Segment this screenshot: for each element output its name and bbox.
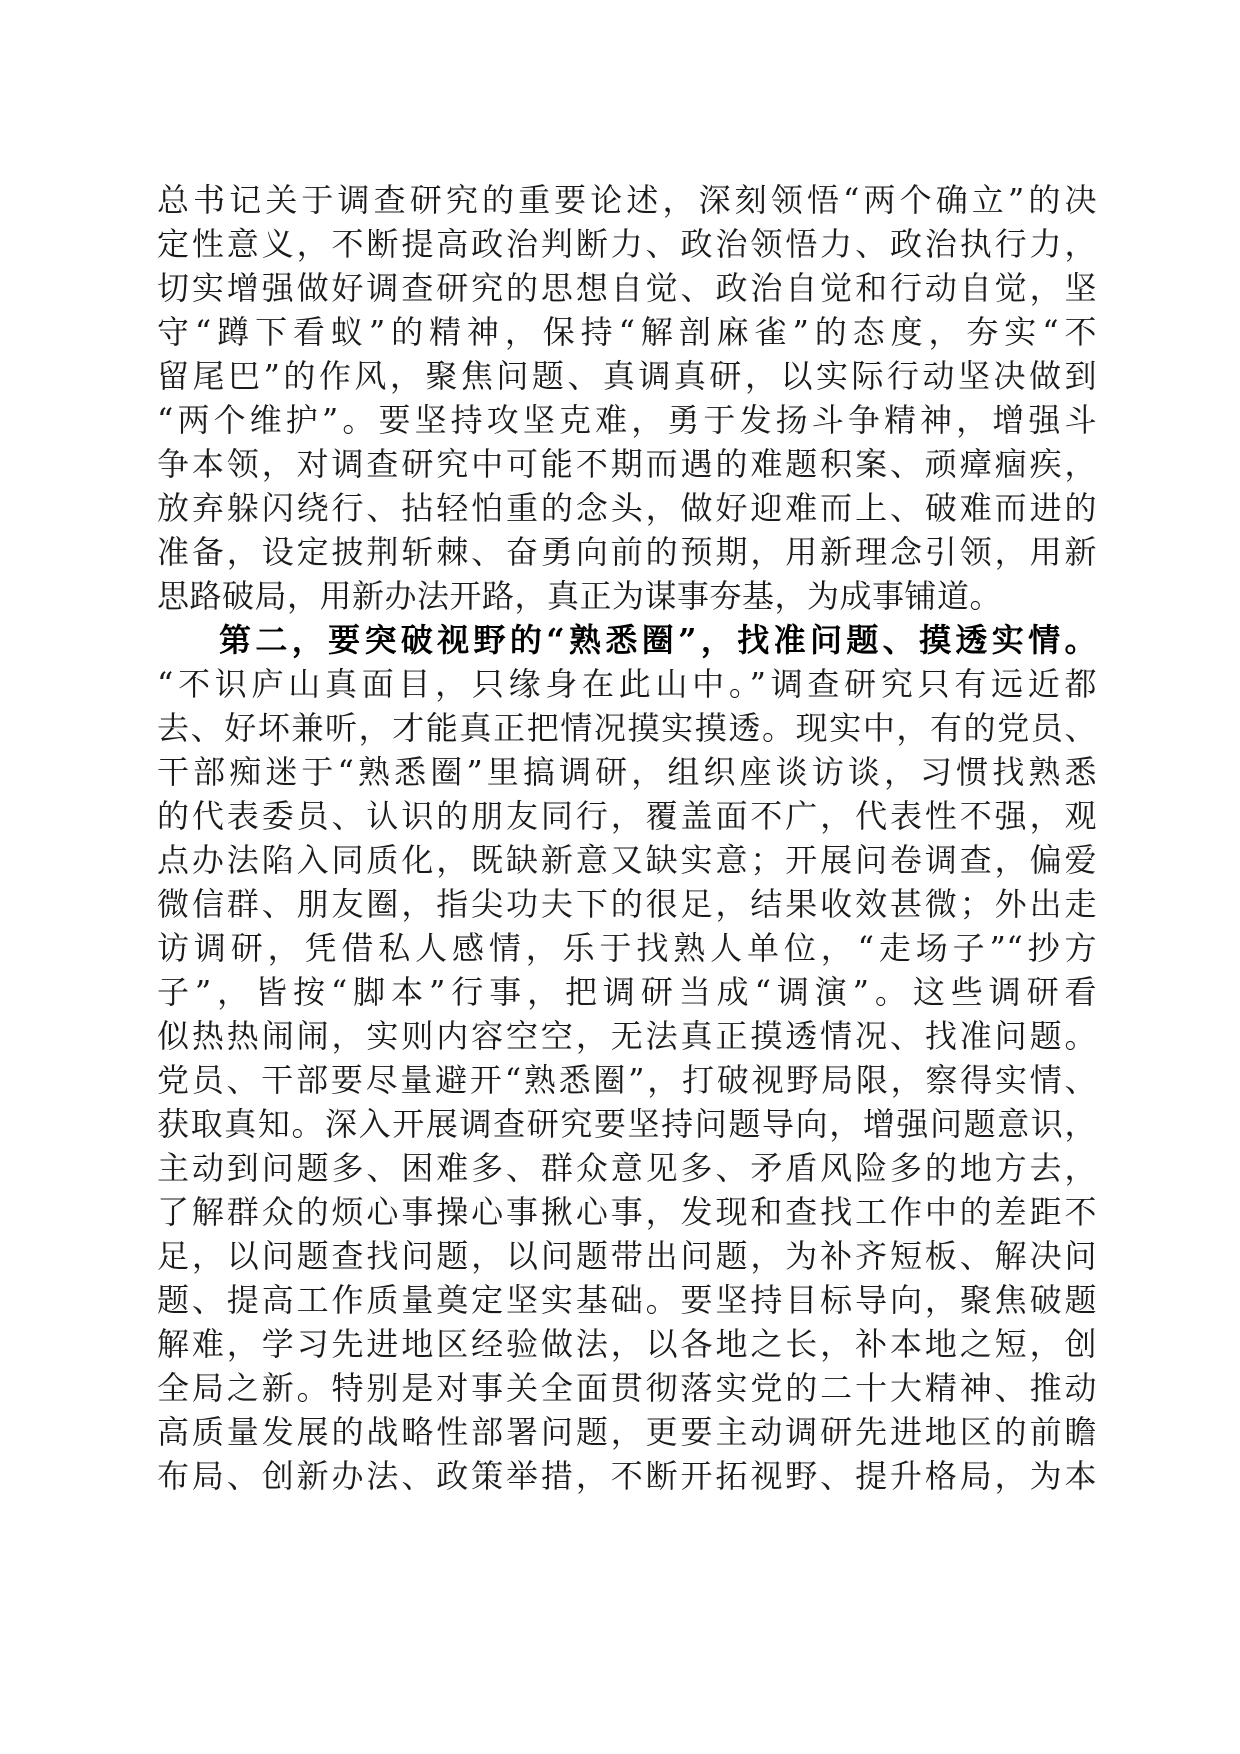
paragraph-line: “两个维护”。要坚持攻坚克难，勇于发扬斗争精神，增强斗 bbox=[157, 401, 1097, 439]
paragraph-line: 切实增强做好调查研究的思想自觉、政治自觉和行动自觉，坚 bbox=[157, 269, 1097, 307]
paragraph-line: 的代表委员、认识的朋友同行，覆盖面不广，代表性不强，观 bbox=[157, 797, 1097, 835]
paragraph-line: 似热热闹闹，实则内容空空，无法真正摸透情况、找准问题。 bbox=[157, 1017, 1097, 1055]
paragraph-line: 留尾巴”的作风，聚焦问题、真调真研，以实际行动坚决做到 bbox=[157, 357, 1097, 395]
paragraph-line: 总书记关于调查研究的重要论述，深刻领悟“两个确立”的决 bbox=[157, 181, 1097, 219]
paragraph-line: 守“蹲下看蚁”的精神，保持“解剖麻雀”的态度，夯实“不 bbox=[157, 313, 1097, 351]
paragraph-line: 点办法陷入同质化，既缺新意又缺实意；开展问卷调查，偏爱 bbox=[157, 841, 1097, 879]
paragraph-line: 准备，设定披荆斩棘、奋勇向前的预期，用新理念引领，用新 bbox=[157, 533, 1097, 571]
paragraph-line: 争本领，对调查研究中可能不期而遇的难题积案、顽瘴痼疾， bbox=[157, 445, 1097, 483]
paragraph-line: 获取真知。深入开展调查研究要坚持问题导向，增强问题意识， bbox=[157, 1105, 1097, 1143]
paragraph-line: 题、提高工作质量奠定坚实基础。要坚持目标导向，聚焦破题 bbox=[157, 1281, 1097, 1319]
paragraph-line: 访调研，凭借私人感情，乐于找熟人单位，“走场子”“抄方 bbox=[157, 929, 1097, 967]
paragraph-line: 了解群众的烦心事操心事揪心事，发现和查找工作中的差距不 bbox=[157, 1193, 1097, 1231]
paragraph-line: 放弃躲闪绕行、拈轻怕重的念头，做好迎难而上、破难而进的 bbox=[157, 489, 1097, 527]
paragraph-line: 子”，皆按“脚本”行事，把调研当成“调演”。这些调研看 bbox=[157, 973, 1097, 1011]
paragraph-line: 解难，学习先进地区经验做法，以各地之长，补本地之短，创 bbox=[157, 1325, 1097, 1363]
paragraph-line: 微信群、朋友圈，指尖功夫下的很足，结果收效甚微；外出走 bbox=[157, 885, 1097, 923]
paragraph-line: 定性意义，不断提高政治判断力、政治领悟力、政治执行力， bbox=[157, 225, 1097, 263]
paragraph-line: 足，以问题查找问题，以问题带出问题，为补齐短板、解决问 bbox=[157, 1237, 1097, 1275]
paragraph-line: 高质量发展的战略性部署问题，更要主动调研先进地区的前瞻 bbox=[157, 1413, 1097, 1451]
paragraph-line: 去、好坏兼听，才能真正把情况摸实摸透。现实中，有的党员、 bbox=[157, 709, 1097, 747]
section-heading: 第二，要突破视野的“熟悉圈”，找准问题、摸透实情。 bbox=[219, 621, 1097, 659]
paragraph-line: “不识庐山真面目，只缘身在此山中。”调查研究只有远近都 bbox=[157, 665, 1097, 703]
paragraph-line: 布局、创新办法、政策举措，不断开拓视野、提升格局，为本 bbox=[157, 1457, 1097, 1495]
paragraph-line: 干部痴迷于“熟悉圈”里搞调研，组织座谈访谈，习惯找熟悉 bbox=[157, 753, 1097, 791]
paragraph-line: 思路破局，用新办法开路，真正为谋事夯基，为成事铺道。 bbox=[157, 577, 1003, 615]
paragraph-line: 党员、干部要尽量避开“熟悉圈”，打破视野局限，察得实情、 bbox=[157, 1061, 1097, 1099]
paragraph-line: 全局之新。特别是对事关全面贯彻落实党的二十大精神、推动 bbox=[157, 1369, 1097, 1407]
paragraph-line: 主动到问题多、困难多、群众意见多、矛盾风险多的地方去， bbox=[157, 1149, 1097, 1187]
